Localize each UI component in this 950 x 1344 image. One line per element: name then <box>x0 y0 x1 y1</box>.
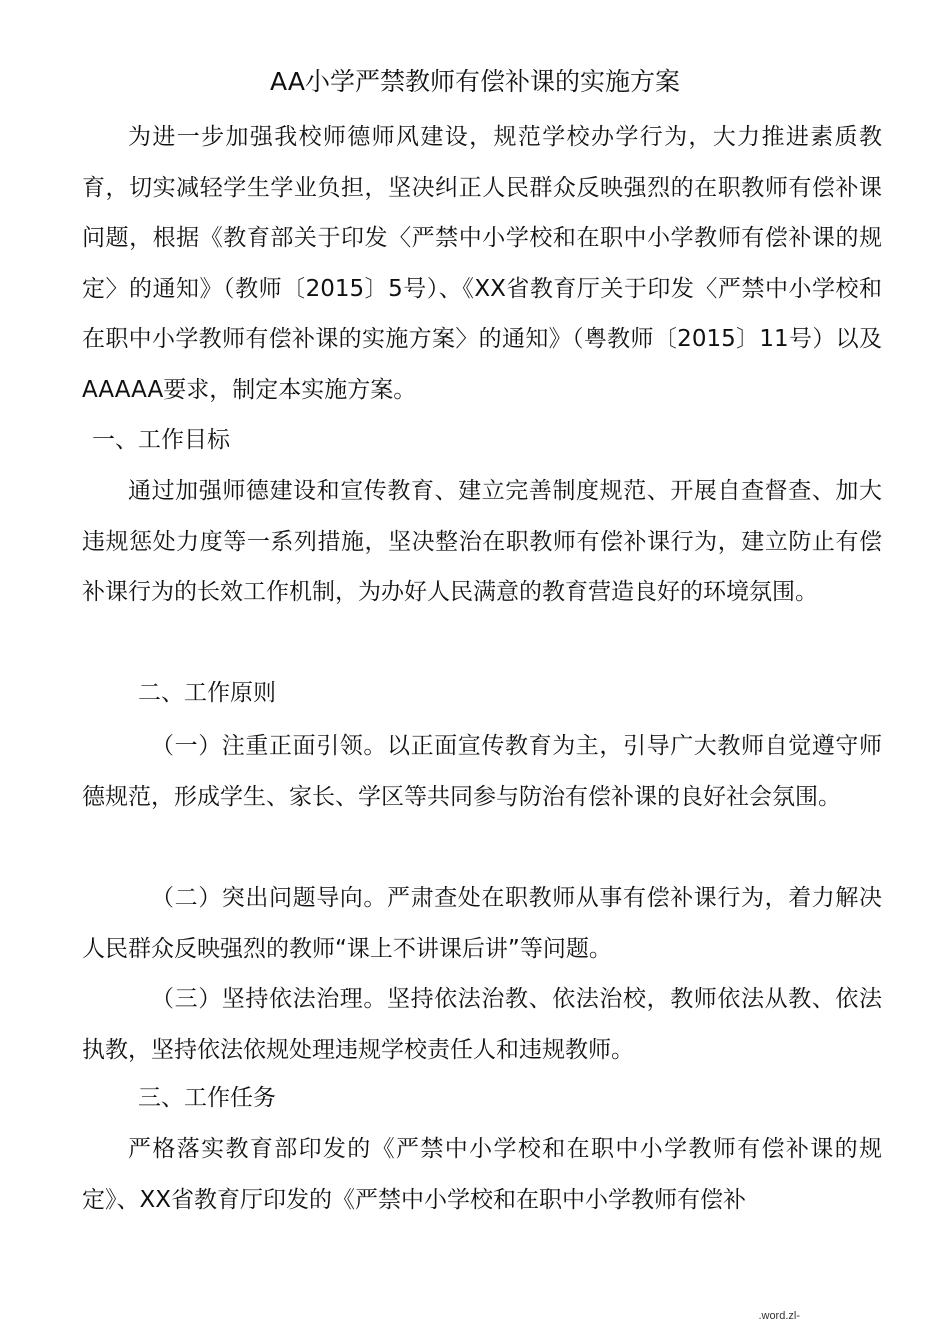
section-heading-goals: 一、工作目标 <box>92 427 230 453</box>
page-footer: .word.zl- <box>758 1310 800 1322</box>
intro-paragraph: 为进一步加强我校师德师风建设，规范学校办学行为，大力推进素质教育，切实减轻学生学业负担，坚决纠正人民群众反映强烈的在职教师有偿补课问题，根据《教育部关于印发〈严禁中小学校和在职中小学教师有偿补课的规定〉的通知》（教师〔2015〕5号）、《XX省教育厅关于印发〈严禁中小学校和在职中小学教师有偿补课的实施方案〉的通知》（粤教师〔2015〕11号）以及AAAAA要求，制定本实施方案。 <box>82 124 882 403</box>
principle-item-2: （二）突出问题导向。严肃查处在职教师从事有偿补课行为，着力解决人民群众反映强烈的教师“课上不讲课后讲”等问题。 <box>82 885 882 962</box>
section-heading-principles: 二、工作原则 <box>138 680 276 706</box>
document-title: AA小学严禁教师有偿补课的实施方案 <box>270 67 680 96</box>
principle-item-3: （三）坚持依法治理。坚持依法治教、依法治校，教师依法从教、依法执教，坚持依法依规处理违规学校责任人和违规教师。 <box>82 986 882 1063</box>
goals-paragraph: 通过加强师德建设和宣传教育、建立完善制度规范、开展自查督查、加大违规惩处力度等一系列措施，坚决整治在职教师有偿补课行为，建立防止有偿补课行为的长效工作机制，为办好人民满意的教育营造良好的环境氛围。 <box>82 478 882 606</box>
principle-item-1: （一）注重正面引领。以正面宣传教育为主，引导广大教师自觉遵守师德规范，形成学生、家长、学区等共同参与防治有偿补课的良好社会氛围。 <box>82 733 882 810</box>
tasks-paragraph: 严格落实教育部印发的《严禁中小学校和在职中小学教师有偿补课的规定》、XX省教育厅印发的《严禁中小学校和在职中小学教师有偿补 <box>82 1136 882 1213</box>
section-heading-tasks: 三、工作任务 <box>138 1085 276 1111</box>
